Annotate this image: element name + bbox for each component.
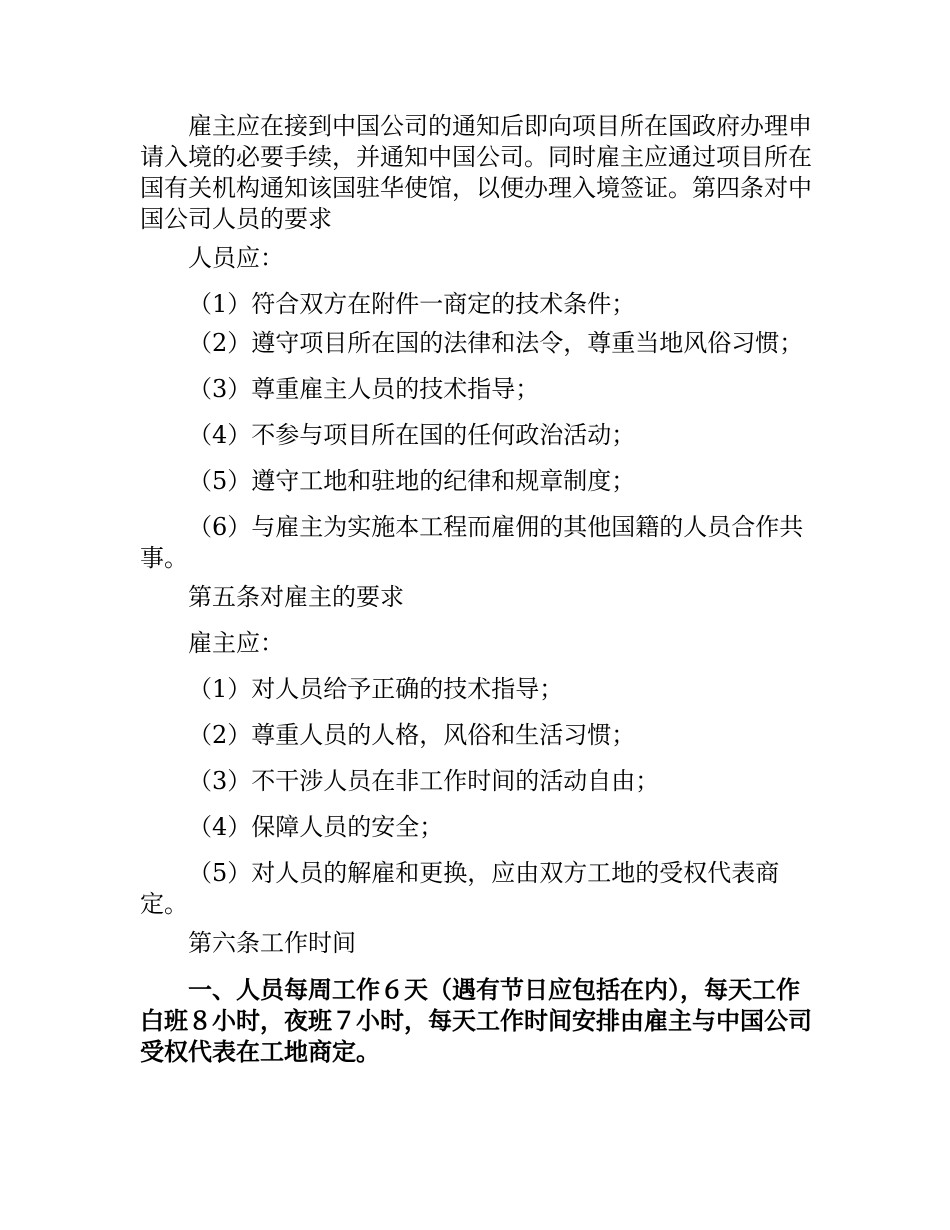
personnel-requirement-1: （1）符合双方在附件一商定的技术条件； xyxy=(188,290,636,318)
personnel-requirement-2: （2）遵守项目所在国的法律和法令，尊重当地风俗习惯； xyxy=(188,329,804,357)
employer-requirement-3: （3）不干涉人员在非工作时间的活动自由； xyxy=(188,767,660,795)
employer-requirement-5: （5）对人员的解雇和更换，应由双方工地的受权代表商定。 xyxy=(140,859,780,918)
article-6-heading: 第六条工作时间 xyxy=(188,929,356,957)
document-page xyxy=(140,111,812,1075)
employer-requirement-1: （1）对人员给予正确的技术指导； xyxy=(188,675,564,703)
intro-paragraph: 雇主应在接到中国公司的通知后即向项目所在国政府办理申请入境的必要手续，并通知中国公司。同时雇主应通过项目所在国有关机构通知该国驻华使馆，以便办理入境签证。第四条对中国公司人员的要求 xyxy=(140,112,812,233)
article-5-heading: 第五条对雇主的要求 xyxy=(188,583,404,611)
employer-requirement-2: （2）尊重人员的人格，风俗和生活习惯； xyxy=(188,721,636,749)
personnel-requirement-5: （5）遵守工地和驻地的纪律和规章制度； xyxy=(188,467,636,495)
employer-shall-heading: 雇主应： xyxy=(188,629,284,657)
working-hours-clause: 一、人员每周工作６天（遇有节日应包括在内），每天工作白班８小时，夜班７小时，每天工作时间安排由雇主与中国公司受权代表在工地商定。 xyxy=(140,975,812,1066)
personnel-requirement-3: （3）尊重雇主人员的技术指导； xyxy=(188,375,540,403)
personnel-shall-heading: 人员应： xyxy=(188,244,284,272)
personnel-requirement-4: （4）不参与项目所在国的任何政治活动； xyxy=(188,421,636,449)
personnel-requirement-6: （6）与雇主为实施本工程而雇佣的其他国籍的人员合作共事。 xyxy=(140,513,804,572)
employer-requirement-4: （4）保障人员的安全； xyxy=(188,813,444,841)
